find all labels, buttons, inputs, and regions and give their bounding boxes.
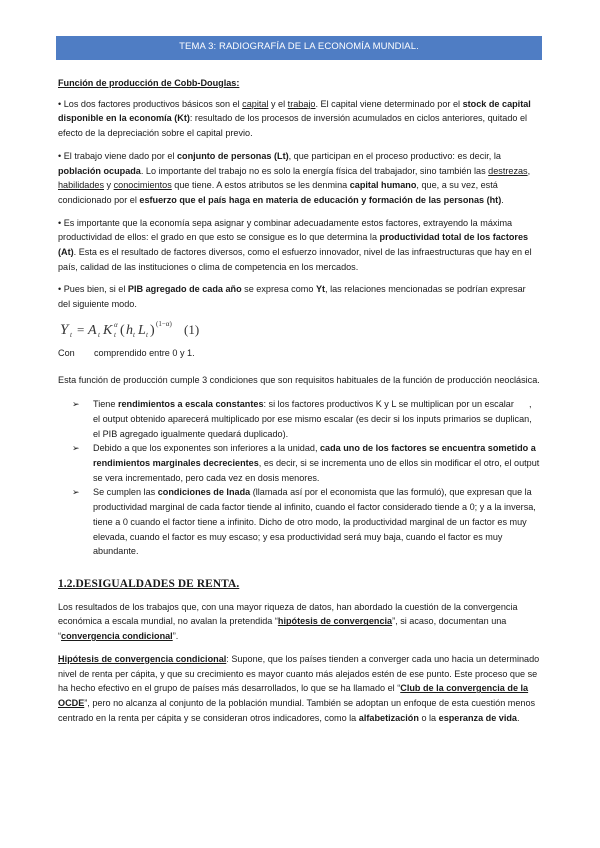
- term-capital: capital: [242, 98, 269, 109]
- term-esfuerzo-educacion: esfuerzo que el país haga en materia de educación y formación de las personas (ht): [139, 194, 502, 205]
- paragraph-trabajo: [58, 149, 540, 208]
- text: (llamada así por el economista que las formuló), que expresan que la productividad marginal de cada factor tiende al infinito, cuando el factor considerado tiende a 0; y a la inversa, tiene a 0 cuando el factor tiene a infinito. Dicho de otro modo, la productividad marginal de un factor es muy elevada, cuando el factor es muy escaso; y esa productividad será muy baja, cuando el factor es muy abundante.: [93, 487, 536, 557]
- section-title-desigualdades: 1.2.DESIGUALDADES DE RENTA.: [58, 577, 240, 590]
- text: , que participan en el proceso productivo: es decir, la: [288, 150, 501, 161]
- paragraph-hipotesis-condicional: [58, 652, 540, 726]
- term-conjunto-personas: conjunto de personas (Lt): [176, 150, 289, 161]
- text: se expresa como: [241, 284, 316, 295]
- formula-y: Y: [60, 321, 69, 338]
- formula-exponent: (1−α): [156, 319, 172, 328]
- text: , que, a su vez, está condicionado por el: [58, 180, 498, 205]
- text: . El capital viene determinado por el: [315, 98, 463, 109]
- term-rendimientos-constantes: rendimientos a escala constantes: [117, 399, 264, 410]
- header-bar: [56, 36, 542, 60]
- paragraph-pib: [58, 282, 540, 311]
- con-text: comprendido entre 0 y 1.: [94, 347, 195, 358]
- section-heading-cobb-douglas: Función de producción de Cobb-Douglas:: [58, 78, 240, 88]
- text: . Lo importante del trabajo no es solo la energía física del trabajador, sino también las: [140, 165, 489, 176]
- text: : Supone, que los países tienden a converger cada uno hacia un determinado nivel de renta per cápita, y que su crecimiento es mayor cuanto más alejados estén de ese punto. Este proceso que se ha hecho efectivo en el grupo de países más desarrollados, lo que se ha llamado el “: [58, 653, 540, 694]
- formula-sub-t: t: [70, 330, 72, 339]
- text: o la: [418, 712, 439, 723]
- term-yt: Yt: [315, 284, 326, 295]
- conditions-list: [58, 397, 540, 559]
- formula-sub-t: t: [114, 330, 116, 339]
- text: y: [104, 180, 114, 191]
- paragraph-condiciones: Esta función de producción cumple 3 condiciones que son requisitos habituales de la función de producción neoclásica.: [58, 374, 540, 385]
- formula-sub-t: t: [98, 330, 100, 339]
- text: ”.: [172, 631, 179, 642]
- term-rendimientos-decrecientes: cada uno de los factores se encuentra sometido a rendimientos marginales decrecientes: [93, 443, 536, 469]
- text: Los resultados de los trabajos que, con una mayor riqueza de datos, han abordado la cuestión de la convergencia económica a escala mundial, no avalan la pretendida “: [58, 601, 518, 627]
- formula-h: h: [126, 322, 133, 338]
- cobb-douglas-formula: [60, 316, 540, 342]
- text: y el: [268, 98, 288, 109]
- header-title: TEMA 3: RADIOGRAFÍA DE LA ECONOMÍA MUNDIAL.: [179, 41, 419, 52]
- term-conocimientos: conocimientos: [113, 180, 172, 191]
- formula-alpha: α: [114, 320, 118, 329]
- text: , es decir, si se incrementa uno de ellos sin modificar el otro, el output se vera incrementado, pero cada vez en dosis menores.: [93, 458, 540, 483]
- paragraph-factores: [58, 97, 540, 141]
- con-word: Con: [58, 347, 75, 358]
- term-destrezas: destrezas: [488, 165, 528, 176]
- term-hipotesis-condicional: Hipótesis de convergencia condicional: [58, 653, 227, 664]
- text: Los dos factores productivos básicos son el: [63, 98, 243, 109]
- term-trabajo: trabajo: [287, 98, 316, 109]
- term-habilidades: habilidades: [58, 180, 105, 191]
- text: .: [517, 712, 520, 723]
- term-esperanza-vida: esperanza de vida: [438, 712, 517, 723]
- list-item-condiciones-inada: [58, 485, 540, 559]
- text: Pues bien, si el: [63, 284, 128, 295]
- term-productividad-total: productividad total de los factores (At): [58, 232, 529, 258]
- text: ”, si acaso, documentan una “: [58, 616, 507, 642]
- condition-line: [58, 346, 540, 361]
- text: : resultado de los procesos de inversión acumulados en ciclos anteriores, quitado el efecto de la depreciación sobre el capital previo.: [58, 113, 528, 139]
- text: ,: [527, 165, 531, 176]
- paragraph-productividad: [58, 216, 540, 275]
- text: Es importante que la economía sepa asignar y combinar adecuadamente estos factores, extrayendo la máxima productividad de ellos: el grado en que esto se consigue es lo que determina la: [58, 217, 513, 243]
- formula-l: L: [138, 322, 146, 338]
- text: Tiene: [93, 399, 118, 410]
- formula-sub-t: t: [133, 330, 135, 339]
- arrow-bullet-icon: ➢: [72, 443, 80, 454]
- term-club-ocde: Club de la convergencia de la OCDE: [58, 683, 529, 708]
- text: ”, pero no alcanza al conjunto de la población mundial. También se adoptan un enfoque de esta cuestión menos centrado en la renta per cápita y se consideran otros indicadores, como la: [58, 697, 536, 723]
- term-hipotesis-convergencia: hipótesis de convergencia: [277, 616, 393, 627]
- term-capital-humano: capital humano: [349, 180, 417, 191]
- formula-close-paren: ): [150, 322, 155, 338]
- text: .: [501, 194, 504, 205]
- document-body: [58, 76, 540, 733]
- list-item-rendimientos-constantes: [58, 397, 540, 441]
- formula-a: A: [88, 322, 97, 338]
- paragraph-convergencia: [58, 600, 540, 644]
- formula-graphic: [60, 316, 210, 342]
- list-item-rendimientos-decrecientes: [58, 441, 540, 485]
- formula-k: K: [103, 322, 113, 338]
- text: , las relaciones mencionadas se podrían expresar del siguiente modo.: [58, 284, 526, 310]
- text: : si los factores productivos K y L se multiplican por un escalar , el output obtenido aparecerá multiplicado por ese mismo escalar (es decir si los inputs primarios se duplican, el PIB agregado igualmente quedará duplicado).: [93, 399, 535, 439]
- text: que tiene. A estos atributos se les denmina: [171, 180, 350, 191]
- formula-equals: =: [77, 321, 85, 337]
- term-alfabetizacion: alfabetización: [358, 712, 419, 723]
- text: Se cumplen las: [93, 487, 158, 498]
- formula-open-paren: (: [120, 322, 125, 338]
- term-condiciones-inada: condiciones de Inada: [157, 487, 251, 498]
- arrow-bullet-icon: ➢: [72, 399, 80, 410]
- text: El trabajo viene dado por el: [63, 150, 177, 161]
- arrow-bullet-icon: ➢: [72, 487, 80, 498]
- text: Debido a que los exponentes son inferiores a la unidad,: [93, 443, 320, 454]
- formula-number: (1): [184, 321, 200, 337]
- term-stock-capital: stock de capital disponible en la economía (Kt): [58, 98, 531, 124]
- text: . Esta es el resultado de factores diversos, como el esfuerzo innovador, nivel de las infraestructuras que hay en el país, calidad de las instituciones o clima de competencia en los mercados.: [58, 247, 532, 272]
- formula-sub-t: t: [146, 330, 148, 339]
- term-convergencia-condicional: convergencia condicional: [61, 631, 173, 642]
- term-pib-agregado: PIB agregado de cada año: [127, 284, 242, 295]
- term-poblacion-ocupada: población ocupada: [58, 165, 141, 176]
